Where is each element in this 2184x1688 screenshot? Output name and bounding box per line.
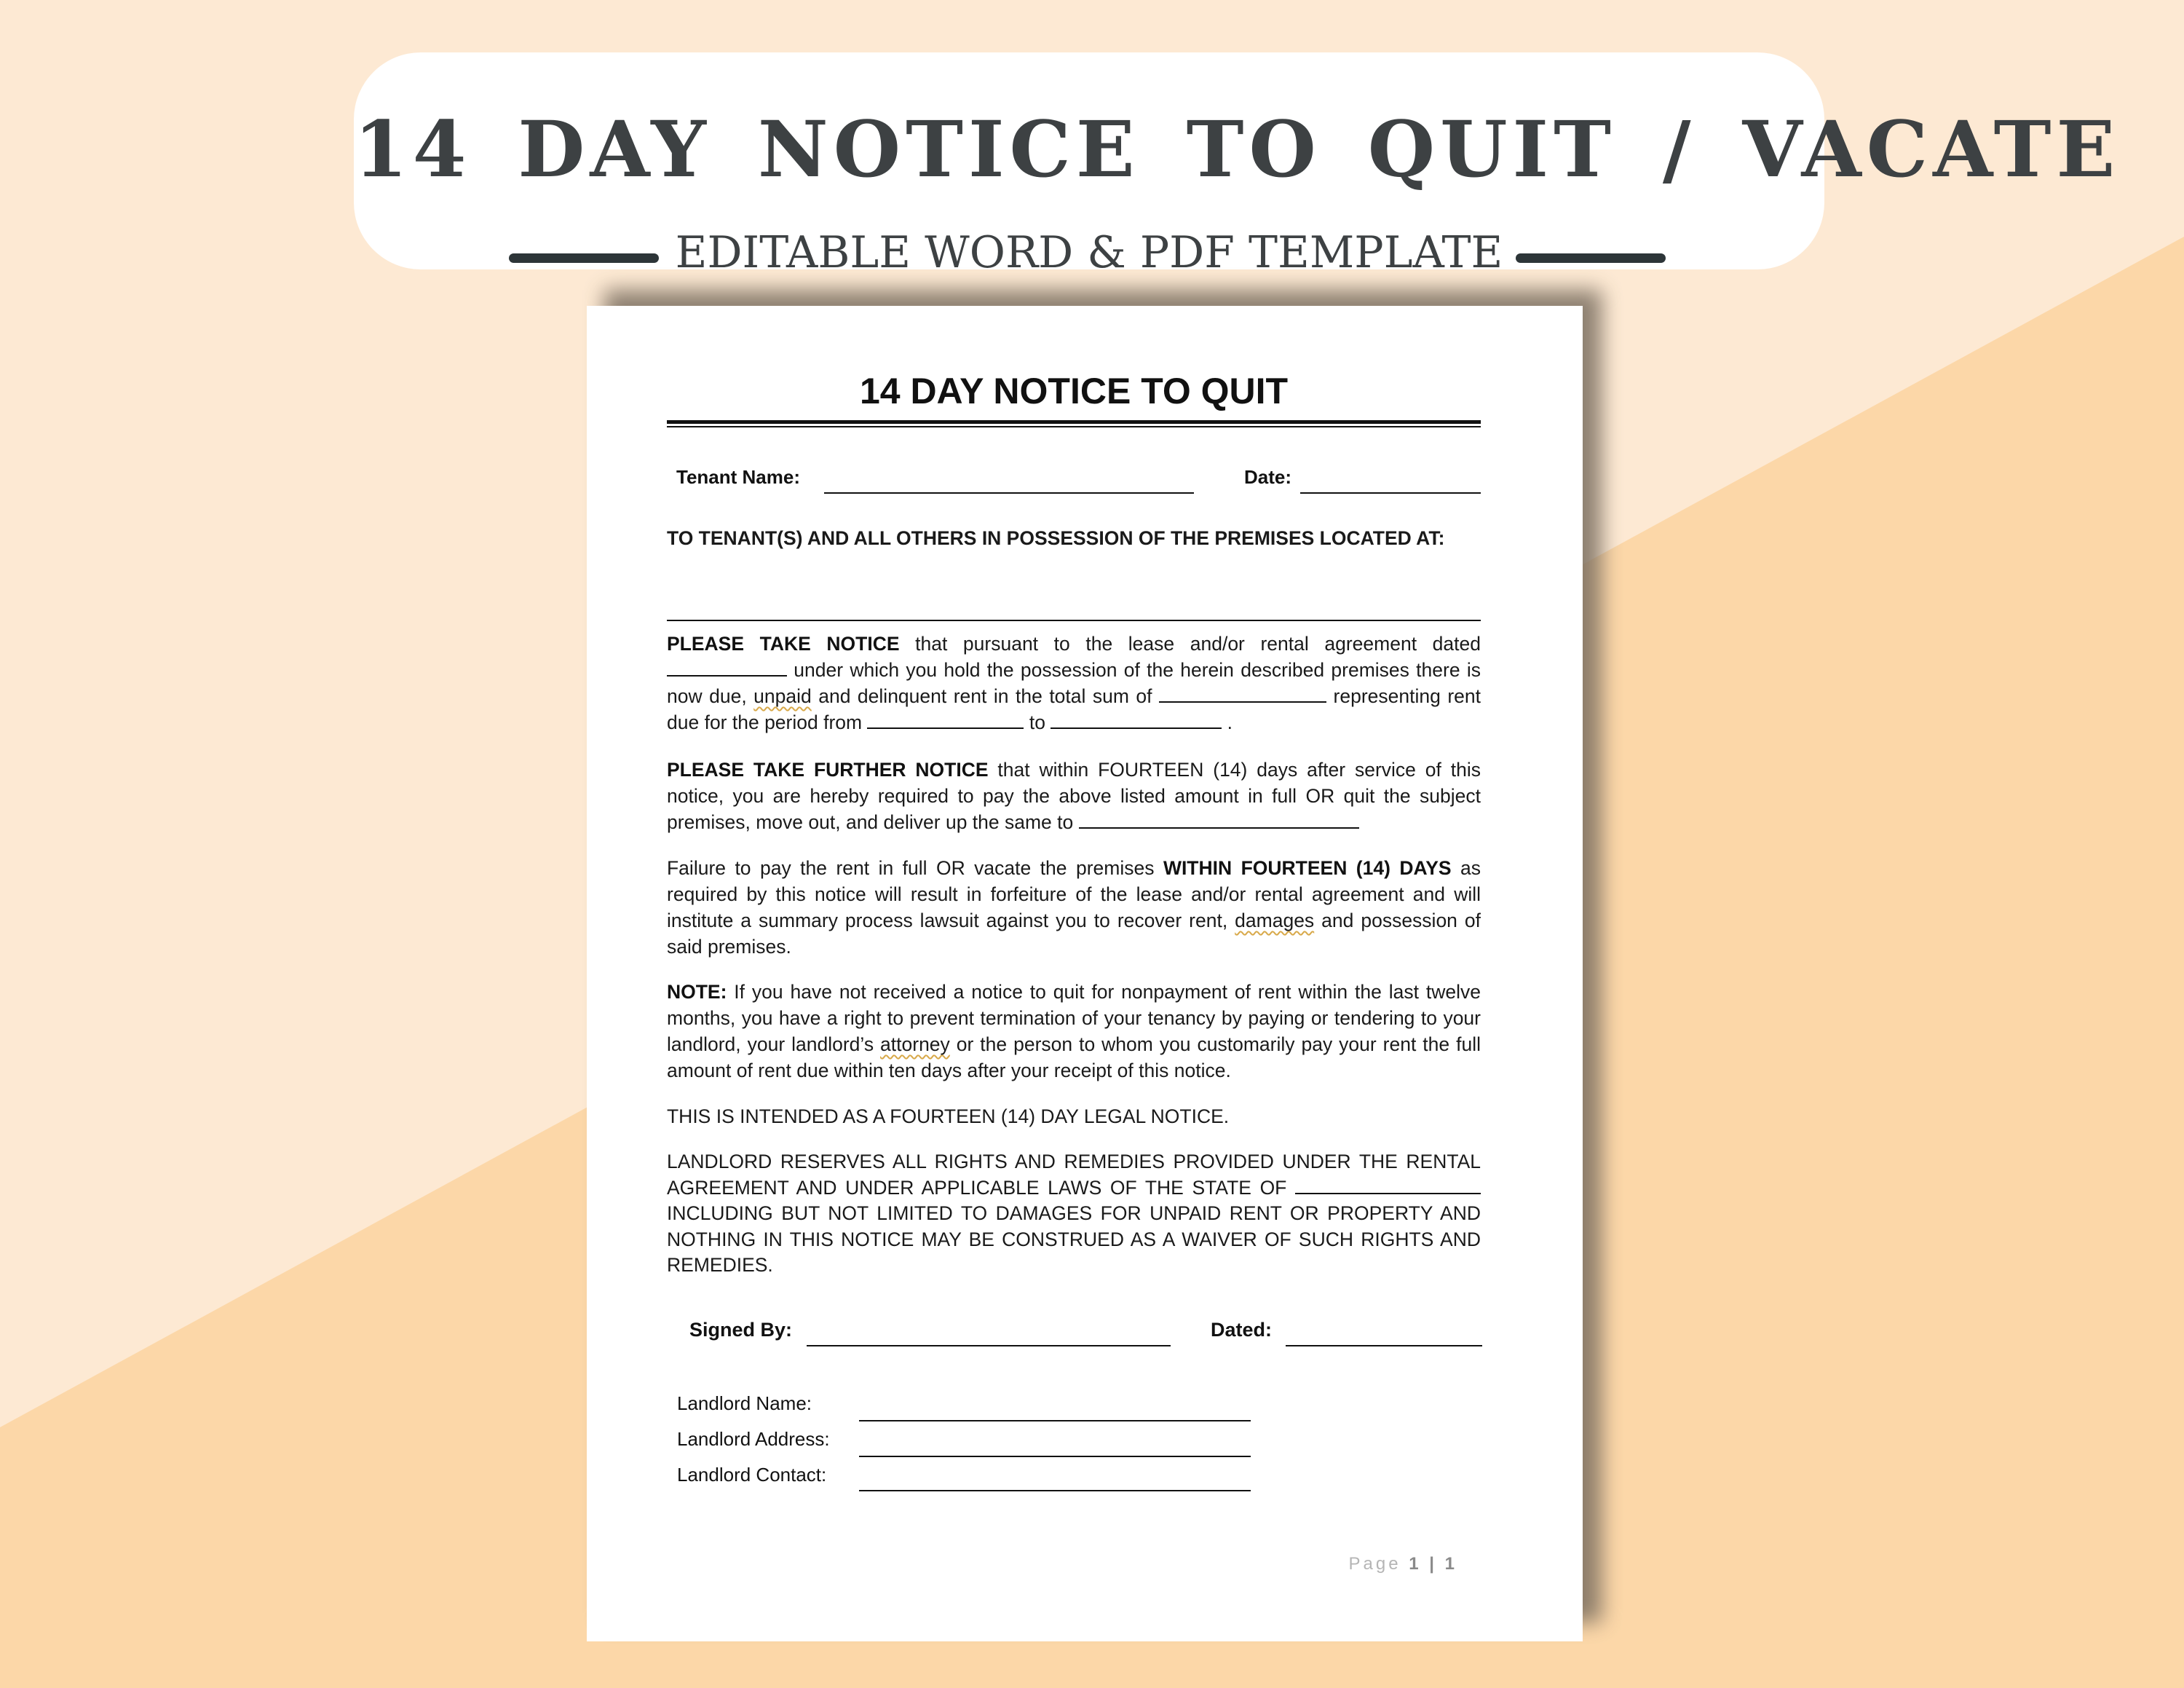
failure-paragraph: Failure to pay the rent in full OR vacate the premises WITHIN FOURTEEN (14) DAYS as required by this notice will result in forfeiture of the lease and/or rental agreement and will institute a summary process lawsuit against you to recover rent, damages and possession of said premises. (667, 857, 1481, 958)
tenant-name-label: Tenant Name: (676, 466, 800, 488)
tenant-name-field[interactable] (824, 492, 1194, 494)
legal-notice-line: THIS IS INTENDED AS A FOURTEEN (14) DAY LEGAL NOTICE. (667, 1105, 1230, 1127)
title-banner (354, 52, 2121, 278)
landlord-address-field[interactable] (859, 1456, 1251, 1457)
note-lead: NOTE: (667, 981, 727, 1003)
spellcheck-word: unpaid (753, 685, 812, 707)
spellcheck-word: attorney (880, 1033, 950, 1055)
date-field[interactable] (1300, 492, 1481, 494)
agreement-date-field[interactable] (667, 660, 787, 677)
notice-paragraph: PLEASE TAKE NOTICE that pursuant to the lease and/or rental agreement dated under which you hold the possession of the herein described premises there is now due, unpaid and delinquent rent in the total sum of representing rent due for the period from to . (667, 633, 1481, 733)
dated-label: Dated: (1211, 1319, 1273, 1341)
date-label: Date: (1244, 466, 1292, 488)
spellcheck-word: damages (1235, 910, 1315, 931)
rent-amount-field[interactable] (1159, 687, 1326, 703)
further-notice-lead: PLEASE TAKE FURTHER NOTICE (667, 759, 989, 781)
page-number: Page 1 | 1 (1348, 1554, 1457, 1574)
state-field[interactable] (1295, 1178, 1481, 1194)
period-to-field[interactable] (1051, 713, 1222, 729)
further-notice-paragraph: PLEASE TAKE FURTHER NOTICE that within FOURTEEN (14) days after service of this notice, you are hereby required to pay the above listed amount in full OR quit the subject premises, move out, and deliver up the same to (667, 759, 1481, 833)
subtitle-rule-right (1516, 253, 1666, 263)
to-tenants-heading: TO TENANT(S) AND ALL OTHERS IN POSSESSION OF THE PREMISES LOCATED AT: (667, 527, 1445, 549)
premises-address-field[interactable] (667, 620, 1481, 621)
document-title: 14 DAY NOTICE TO QUIT (859, 371, 1289, 411)
landlord-address-label: Landlord Address: (677, 1428, 830, 1450)
banner-title: 14 DAY NOTICE TO QUIT / VACATE (354, 103, 2121, 194)
dated-field[interactable] (1286, 1345, 1482, 1346)
rights-paragraph: LANDLORD RESERVES ALL RIGHTS AND REMEDIES PROVIDED UNDER THE RENTAL AGREEMENT AND UNDER APPLICABLE LAWS OF THE STATE OF INCLUDING BUT NOT LIMITED TO DAMAGES FOR UNPAID RENT OR PROPERTY AND NOTHING IN THIS NOTICE MAY BE CONSTRUED AS A WAIVER OF SUCH RIGHTS AND REMEDIES. (667, 1151, 1481, 1276)
banner-subtitle: EDITABLE WORD & PDF TEMPLATE (675, 227, 1503, 278)
signed-by-label: Signed By: (689, 1319, 793, 1341)
title-rule-thin (667, 426, 1481, 427)
signature-field[interactable] (807, 1345, 1171, 1346)
period-from-field[interactable] (867, 713, 1024, 729)
deliver-to-field[interactable] (1079, 813, 1359, 829)
document-page (587, 306, 1583, 1641)
landlord-contact-label: Landlord Contact: (677, 1464, 827, 1486)
landlord-name-field[interactable] (859, 1420, 1251, 1421)
note-paragraph: NOTE: If you have not received a notice to quit for nonpayment of rent within the last twelve months, you have a right to prevent termination of your tenancy by paying or tendering to your landlord, your landlord’s attorney or the person to whom you customarily pay your rent the full amount of rent due within ten days after your receipt of this notice. (667, 981, 1481, 1081)
landlord-contact-field[interactable] (859, 1490, 1251, 1491)
landlord-name-label: Landlord Name: (677, 1392, 812, 1414)
title-rule-thick (667, 420, 1481, 424)
notice-lead: PLEASE TAKE NOTICE (667, 633, 900, 655)
